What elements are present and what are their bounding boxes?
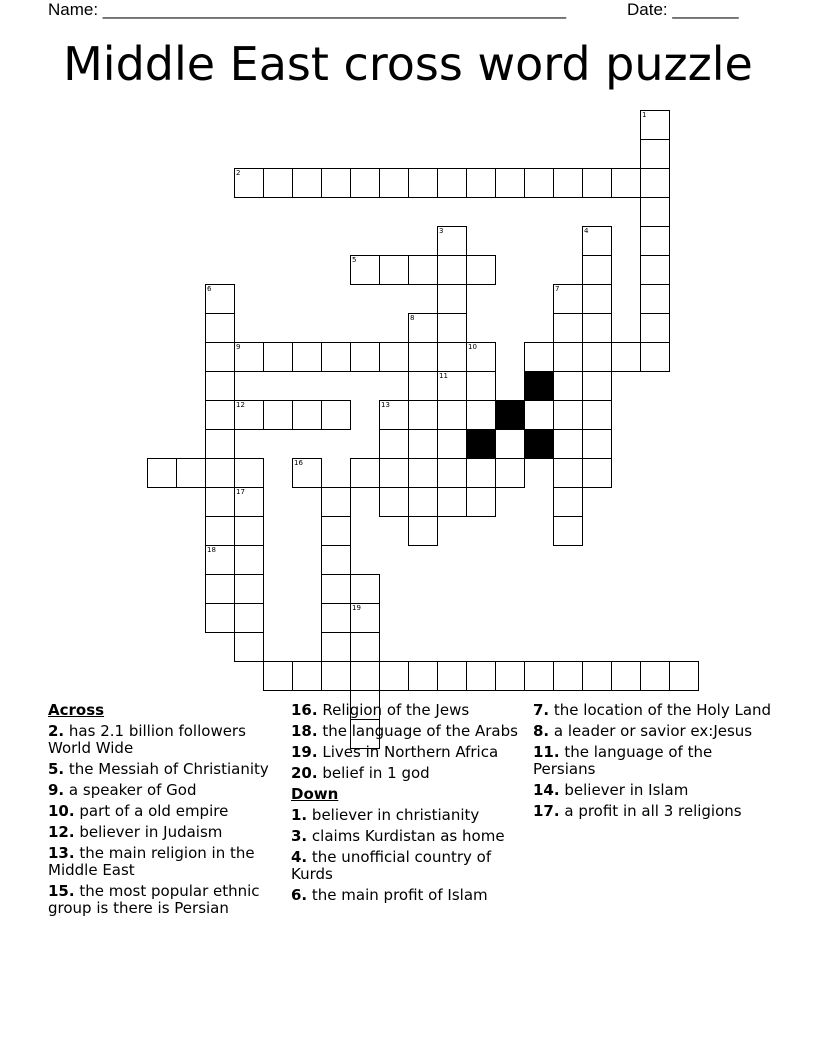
grid-cell[interactable] [437,226,467,256]
grid-cell[interactable] [437,487,467,517]
clue-item [291,702,523,719]
grid-cell[interactable] [640,197,670,227]
clue-item-number: 5. [48,760,65,778]
grid-cell[interactable] [379,400,409,430]
clue-item-text: a profit in all 3 religions [564,802,742,820]
grid-cell[interactable] [582,226,612,256]
grid-cell[interactable] [350,342,380,372]
grid-cell[interactable] [408,371,438,401]
grid-cell[interactable] [553,168,583,198]
clue-number: 2 [236,169,241,177]
grid-cell[interactable] [350,255,380,285]
grid-cell[interactable] [205,313,235,343]
name-field-label: Name: _________________________________________________ [48,0,567,19]
grid-cell[interactable] [234,603,264,633]
grid-cell[interactable] [669,661,699,691]
clue-item-text: the location of the Holy Land [553,701,772,719]
grid-cell[interactable] [205,516,235,546]
clue-item-number: 9. [48,781,65,799]
clue-number: 8 [410,314,415,322]
grid-cell[interactable] [437,400,467,430]
grid-cell[interactable] [640,255,670,285]
across-clue-list-continued [291,702,523,782]
clues-column-1 [48,702,280,921]
grid-cell[interactable] [408,516,438,546]
clue-item-text: the main profit of Islam [311,886,488,904]
grid-cell[interactable] [234,632,264,662]
clue-item-text: the main religion in the Middle East [48,844,255,879]
clue-number: 17 [236,488,245,496]
clue-item-text: believer in Islam [564,781,689,799]
grid-cell[interactable] [495,458,525,488]
grid-cell[interactable] [234,545,264,575]
clue-item [48,782,280,799]
grid-cell[interactable] [553,342,583,372]
grid-cell[interactable] [437,342,467,372]
grid-cell[interactable] [234,487,264,517]
grid-cell[interactable] [234,168,264,198]
grid-cell[interactable] [205,603,235,633]
grid-cell[interactable] [524,661,554,691]
grid-cell[interactable] [350,168,380,198]
grid-cell[interactable] [582,255,612,285]
clue-item [533,723,773,740]
clue-number: 13 [381,401,390,409]
grid-cell[interactable] [437,313,467,343]
grid-cell[interactable] [437,458,467,488]
clue-number: 5 [352,256,357,264]
grid-cell[interactable] [437,284,467,314]
grid-cell[interactable] [292,458,322,488]
grid-cell[interactable] [553,284,583,314]
clue-item-number: 11. [533,743,560,761]
grid-cell[interactable] [292,168,322,198]
clue-item-number: 1. [291,806,308,824]
down-clue-list [291,807,523,904]
grid-cell[interactable] [640,342,670,372]
clue-item [291,828,523,845]
grid-cell[interactable] [466,661,496,691]
grid-cell[interactable] [321,487,351,517]
clue-item-number: 2. [48,722,65,740]
grid-cell[interactable] [408,313,438,343]
clue-item-text: believer in Judaism [79,823,223,841]
grid-cell[interactable] [524,342,554,372]
clue-item-number: 6. [291,886,308,904]
grid-cell[interactable] [466,342,496,372]
grid-cell[interactable] [437,661,467,691]
grid-cell[interactable] [205,342,235,372]
grid-cell[interactable] [234,458,264,488]
grid-cell[interactable] [321,400,351,430]
grid-cell[interactable] [582,342,612,372]
grid-cell[interactable] [205,545,235,575]
clue-item-text: the most popular ethnic group is there is Persian [48,882,260,917]
grid-cell[interactable] [379,255,409,285]
clues-column-2 [291,702,523,908]
clue-item-text: a leader or savior ex:Jesus [553,722,753,740]
clue-item [48,803,280,820]
black-square [466,429,496,459]
grid-cell[interactable] [205,574,235,604]
grid-cell[interactable] [466,255,496,285]
grid-cell[interactable] [205,429,235,459]
clue-item-text: part of a old empire [79,802,229,820]
grid-cell[interactable] [379,168,409,198]
grid-cell[interactable] [582,400,612,430]
clue-number: 9 [236,343,241,351]
grid-cell[interactable] [408,661,438,691]
grid-cell[interactable] [292,661,322,691]
clue-number: 3 [439,227,444,235]
clue-number: 12 [236,401,245,409]
grid-cell[interactable] [234,574,264,604]
grid-cell[interactable] [321,603,351,633]
clue-item-number: 12. [48,823,75,841]
clue-item [291,849,523,883]
clue-item-text: Lives in Northern Africa [322,743,499,761]
grid-cell[interactable] [408,255,438,285]
down-clue-list-continued [533,702,773,820]
clue-item-text: has 2.1 billion followers World Wide [48,722,246,757]
grid-cell[interactable] [350,458,380,488]
clue-item [291,765,523,782]
clue-number: 19 [352,604,361,612]
clue-item-number: 3. [291,827,308,845]
grid-cell[interactable] [234,342,264,372]
clue-item-text: a speaker of God [68,781,197,799]
grid-cell[interactable] [582,313,612,343]
grid-cell[interactable] [321,574,351,604]
grid-cell[interactable] [466,458,496,488]
clue-item [48,723,280,757]
clue-item-number: 19. [291,743,318,761]
grid-cell[interactable] [582,284,612,314]
clue-number: 16 [294,459,303,467]
clue-item [291,887,523,904]
clue-item [48,883,280,917]
clue-item-text: Religion of the Jews [322,701,470,719]
grid-cell[interactable] [379,487,409,517]
grid-cell[interactable] [408,342,438,372]
grid-cell[interactable] [379,429,409,459]
grid-cell[interactable] [408,429,438,459]
grid-cell[interactable] [640,110,670,140]
grid-cell[interactable] [350,603,380,633]
grid-cell[interactable] [553,516,583,546]
clue-item-number: 7. [533,701,550,719]
grid-cell[interactable] [640,661,670,691]
grid-cell[interactable] [321,168,351,198]
grid-cell[interactable] [553,661,583,691]
grid-cell[interactable] [350,574,380,604]
grid-cell[interactable] [582,429,612,459]
grid-cell[interactable] [640,313,670,343]
clue-item-text: claims Kurdistan as home [311,827,505,845]
clue-number: 4 [584,227,589,235]
grid-cell[interactable] [321,632,351,662]
grid-cell[interactable] [321,661,351,691]
clue-number: 6 [207,285,212,293]
grid-cell[interactable] [379,342,409,372]
grid-cell[interactable] [640,139,670,169]
grid-cell[interactable] [553,458,583,488]
clue-item [48,845,280,879]
grid-cell[interactable] [582,168,612,198]
grid-cell[interactable] [379,661,409,691]
clue-item-number: 13. [48,844,75,862]
grid-cell[interactable] [553,371,583,401]
grid-cell[interactable] [408,400,438,430]
grid-cell[interactable] [234,516,264,546]
grid-cell[interactable] [553,429,583,459]
grid-cell[interactable] [466,168,496,198]
grid-cell[interactable] [408,487,438,517]
grid-cell[interactable] [611,168,641,198]
clue-item [533,702,773,719]
grid-cell[interactable] [437,168,467,198]
black-square [524,371,554,401]
grid-cell[interactable] [640,226,670,256]
grid-cell[interactable] [350,661,380,691]
clue-item-number: 4. [291,848,308,866]
grid-cell[interactable] [495,168,525,198]
grid-cell[interactable] [437,371,467,401]
grid-cell[interactable] [466,371,496,401]
grid-cell[interactable] [466,487,496,517]
clue-item [533,782,773,799]
grid-cell[interactable] [205,284,235,314]
clue-number: 18 [207,546,216,554]
clue-item-number: 16. [291,701,318,719]
across-heading: Across [48,701,105,719]
grid-cell[interactable] [321,545,351,575]
clue-item-text: the Messiah of Christianity [68,760,269,778]
black-square [524,429,554,459]
grid-cell[interactable] [553,313,583,343]
date-field-label: Date: _______ [627,0,739,19]
clue-number: 11 [439,372,448,380]
grid-cell[interactable] [234,400,264,430]
grid-cell[interactable] [176,458,206,488]
clue-item-number: 10. [48,802,75,820]
grid-cell[interactable] [263,342,293,372]
clue-item-number: 17. [533,802,560,820]
grid-cell[interactable] [611,342,641,372]
grid-cell[interactable] [292,342,322,372]
grid-cell[interactable] [408,168,438,198]
grid-cell[interactable] [524,168,554,198]
grid-cell[interactable] [205,458,235,488]
grid-cell[interactable] [263,661,293,691]
grid-cell[interactable] [205,487,235,517]
page-title: Middle East cross word puzzle [63,37,753,91]
clues-column-3 [533,702,773,824]
clue-item-text: the unofficial country of Kurds [291,848,492,883]
clue-item-text: belief in 1 god [322,764,430,782]
grid-cell[interactable] [553,400,583,430]
clue-item [291,744,523,761]
clue-item-number: 20. [291,764,318,782]
across-clue-list [48,723,280,917]
clue-item-number: 8. [533,722,550,740]
grid-cell[interactable] [437,429,467,459]
grid-cell[interactable] [147,458,177,488]
grid-cell[interactable] [611,661,641,691]
grid-cell[interactable] [437,255,467,285]
grid-cell[interactable] [321,342,351,372]
clue-item [291,807,523,824]
clue-item-text: the language of the Persians [533,743,713,778]
clue-item [533,803,773,820]
clue-item-text: the language of the Arabs [322,722,518,740]
clue-item-text: believer in christianity [311,806,480,824]
grid-cell[interactable] [495,661,525,691]
grid-cell[interactable] [321,516,351,546]
down-heading: Down [291,785,339,803]
grid-cell[interactable] [408,458,438,488]
clue-item-number: 18. [291,722,318,740]
grid-cell[interactable] [553,487,583,517]
clue-item-number: 14. [533,781,560,799]
grid-cell[interactable] [582,458,612,488]
black-square [495,400,525,430]
clue-number: 10 [468,343,477,351]
clue-item-number: 15. [48,882,75,900]
grid-cell[interactable] [379,458,409,488]
clue-number: 7 [555,285,560,293]
clue-item [48,824,280,841]
grid-cell[interactable] [466,400,496,430]
grid-cell[interactable] [350,632,380,662]
grid-cell[interactable] [263,400,293,430]
clue-item [48,761,280,778]
clue-item [533,744,773,778]
grid-cell[interactable] [263,168,293,198]
grid-cell[interactable] [292,400,322,430]
grid-cell[interactable] [640,284,670,314]
grid-cell[interactable] [582,661,612,691]
clue-number: 1 [642,111,647,119]
clue-item [291,723,523,740]
grid-cell[interactable] [582,371,612,401]
grid-cell[interactable] [205,400,235,430]
grid-cell[interactable] [205,371,235,401]
grid-cell[interactable] [640,168,670,198]
